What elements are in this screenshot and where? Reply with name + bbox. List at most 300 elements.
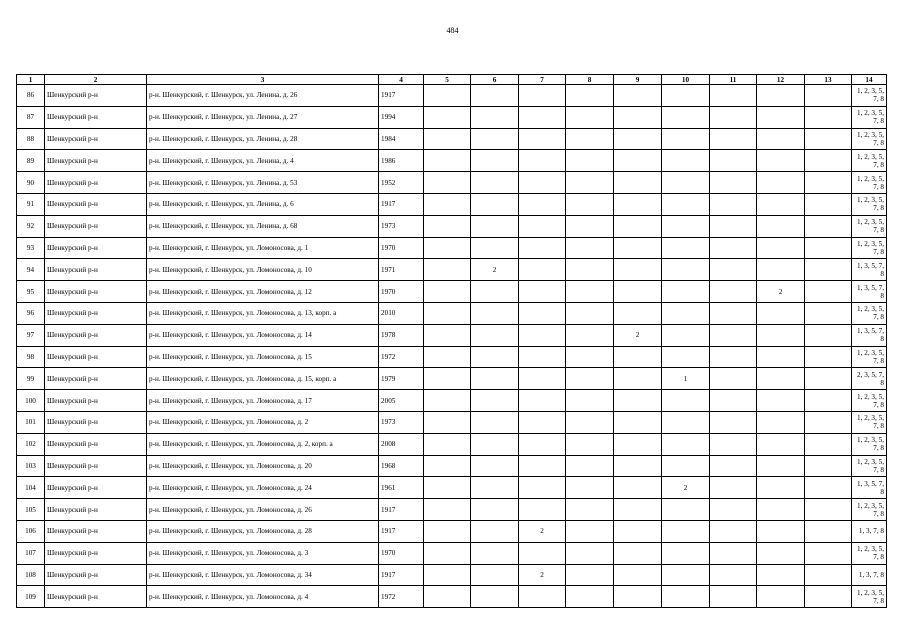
year-cell: 1979 — [379, 368, 424, 390]
value-cell — [614, 433, 662, 455]
column-header: 1 — [17, 75, 45, 85]
address-cell: р-н. Шенкурский, г. Шенкурск, ул. Ломоносова, д. 2 — [147, 411, 379, 433]
value-cell — [519, 368, 566, 390]
value-cell — [805, 324, 852, 346]
year-cell: 2005 — [379, 390, 424, 412]
value-cell — [805, 106, 852, 128]
codes-cell: 1, 3, 5, 7, 8 — [852, 259, 887, 281]
value-cell — [805, 346, 852, 368]
value-cell — [424, 411, 471, 433]
value-cell — [424, 106, 471, 128]
address-cell: р-н. Шенкурский, г. Шенкурск, ул. Ленина, д. 53 — [147, 172, 379, 194]
row-number-cell: 87 — [17, 106, 45, 128]
value-cell — [424, 564, 471, 586]
row-number-cell: 95 — [17, 281, 45, 303]
value-cell — [424, 172, 471, 194]
table-row — [17, 237, 887, 259]
value-cell — [614, 281, 662, 303]
value-cell — [805, 542, 852, 564]
value-cell — [519, 128, 566, 150]
value-cell — [614, 302, 662, 324]
column-header: 14 — [852, 75, 887, 85]
row-number-cell: 99 — [17, 368, 45, 390]
value-cell — [710, 411, 757, 433]
address-cell: р-н. Шенкурский, г. Шенкурск, ул. Ломоносова, д. 17 — [147, 390, 379, 412]
year-cell: 1986 — [379, 150, 424, 172]
value-cell — [757, 455, 805, 477]
column-header: 7 — [519, 75, 566, 85]
table-row — [17, 477, 887, 499]
value-cell — [614, 390, 662, 412]
value-cell — [519, 237, 566, 259]
codes-cell: 1, 2, 3, 5, 7, 8 — [852, 586, 887, 608]
value-cell — [471, 215, 519, 237]
value-cell — [662, 281, 710, 303]
value-cell — [662, 128, 710, 150]
year-cell: 1971 — [379, 259, 424, 281]
value-cell — [614, 215, 662, 237]
value-cell — [566, 193, 614, 215]
column-header: 8 — [566, 75, 614, 85]
value-cell — [805, 455, 852, 477]
column-header: 5 — [424, 75, 471, 85]
row-number-cell: 101 — [17, 411, 45, 433]
value-cell — [471, 564, 519, 586]
value-cell — [805, 150, 852, 172]
value-cell — [614, 172, 662, 194]
address-cell: р-н. Шенкурский, г. Шенкурск, ул. Ломоносова, д. 10 — [147, 259, 379, 281]
value-cell — [614, 128, 662, 150]
district-cell: Шенкурский р-н — [45, 542, 147, 564]
address-cell: р-н. Шенкурский, г. Шенкурск, ул. Ломоносова, д. 13, корп. а — [147, 302, 379, 324]
value-cell — [519, 193, 566, 215]
value-cell — [662, 215, 710, 237]
value-cell — [614, 259, 662, 281]
value-cell — [757, 411, 805, 433]
row-number-cell: 103 — [17, 455, 45, 477]
table-row — [17, 390, 887, 412]
table-row — [17, 564, 887, 586]
table-row — [17, 302, 887, 324]
value-cell — [471, 172, 519, 194]
year-cell: 1972 — [379, 586, 424, 608]
value-cell — [757, 542, 805, 564]
value-cell — [662, 455, 710, 477]
value-cell — [519, 499, 566, 521]
value-cell — [614, 499, 662, 521]
district-cell: Шенкурский р-н — [45, 455, 147, 477]
codes-cell: 1, 2, 3, 5, 7, 8 — [852, 237, 887, 259]
value-cell — [471, 237, 519, 259]
value-cell — [805, 433, 852, 455]
value-cell — [566, 564, 614, 586]
value-cell — [519, 259, 566, 281]
value-cell — [424, 150, 471, 172]
district-cell: Шенкурский р-н — [45, 564, 147, 586]
value-cell — [662, 85, 710, 107]
address-cell: р-н. Шенкурский, г. Шенкурск, ул. Ленина, д. 27 — [147, 106, 379, 128]
value-cell — [662, 193, 710, 215]
value-cell — [757, 324, 805, 346]
value-cell — [614, 542, 662, 564]
header-row — [17, 75, 887, 85]
address-cell: р-н. Шенкурский, г. Шенкурск, ул. Ленина, д. 68 — [147, 215, 379, 237]
value-cell — [424, 259, 471, 281]
table-row — [17, 499, 887, 521]
table-row — [17, 411, 887, 433]
row-number-cell: 93 — [17, 237, 45, 259]
codes-cell: 1, 2, 3, 5, 7, 8 — [852, 128, 887, 150]
value-cell — [471, 150, 519, 172]
codes-cell: 1, 3, 5, 7, 8 — [852, 477, 887, 499]
district-cell: Шенкурский р-н — [45, 433, 147, 455]
codes-cell: 2, 3, 5, 7, 8 — [852, 368, 887, 390]
address-cell: р-н. Шенкурский, г. Шенкурск, ул. Ленина, д. 28 — [147, 128, 379, 150]
district-cell: Шенкурский р-н — [45, 390, 147, 412]
table-row — [17, 215, 887, 237]
value-cell — [519, 150, 566, 172]
table-body — [17, 85, 887, 608]
value-cell — [424, 128, 471, 150]
year-cell: 1984 — [379, 128, 424, 150]
value-cell — [471, 477, 519, 499]
value-cell — [471, 433, 519, 455]
value-cell — [519, 324, 566, 346]
value-cell — [805, 499, 852, 521]
value-cell — [614, 106, 662, 128]
value-cell — [566, 390, 614, 412]
column-header: 12 — [757, 75, 805, 85]
value-cell — [710, 564, 757, 586]
district-cell: Шенкурский р-н — [45, 477, 147, 499]
value-cell: 2 — [519, 520, 566, 542]
district-cell: Шенкурский р-н — [45, 128, 147, 150]
value-cell — [710, 542, 757, 564]
value-cell — [662, 237, 710, 259]
district-cell: Шенкурский р-н — [45, 324, 147, 346]
address-cell: р-н. Шенкурский, г. Шенкурск, ул. Ломоносова, д. 24 — [147, 477, 379, 499]
column-header: 13 — [805, 75, 852, 85]
value-cell — [424, 237, 471, 259]
value-cell — [757, 368, 805, 390]
value-cell — [757, 520, 805, 542]
value-cell — [424, 433, 471, 455]
district-cell: Шенкурский р-н — [45, 368, 147, 390]
value-cell — [805, 302, 852, 324]
value-cell — [805, 368, 852, 390]
value-cell — [805, 259, 852, 281]
codes-cell: 1, 2, 3, 5, 7, 8 — [852, 346, 887, 368]
value-cell — [471, 411, 519, 433]
value-cell — [662, 520, 710, 542]
row-number-cell: 102 — [17, 433, 45, 455]
year-cell: 1973 — [379, 215, 424, 237]
address-cell: р-н. Шенкурский, г. Шенкурск, ул. Ленина, д. 6 — [147, 193, 379, 215]
value-cell — [614, 586, 662, 608]
value-cell: 2 — [519, 564, 566, 586]
value-cell — [710, 85, 757, 107]
value-cell — [471, 193, 519, 215]
year-cell: 1970 — [379, 542, 424, 564]
value-cell — [519, 346, 566, 368]
value-cell — [757, 564, 805, 586]
value-cell — [710, 390, 757, 412]
value-cell — [662, 324, 710, 346]
value-cell — [805, 586, 852, 608]
year-cell: 1994 — [379, 106, 424, 128]
address-cell: р-н. Шенкурский, г. Шенкурск, ул. Ломоносова, д. 28 — [147, 520, 379, 542]
value-cell — [710, 477, 757, 499]
value-cell — [471, 586, 519, 608]
row-number-cell: 108 — [17, 564, 45, 586]
value-cell — [566, 281, 614, 303]
value-cell — [424, 477, 471, 499]
table-row — [17, 433, 887, 455]
value-cell — [471, 106, 519, 128]
value-cell — [471, 85, 519, 107]
value-cell — [805, 215, 852, 237]
value-cell — [710, 499, 757, 521]
value-cell — [710, 106, 757, 128]
district-cell: Шенкурский р-н — [45, 259, 147, 281]
value-cell — [614, 520, 662, 542]
value-cell — [757, 499, 805, 521]
year-cell: 1917 — [379, 85, 424, 107]
value-cell — [471, 368, 519, 390]
table-row — [17, 150, 887, 172]
value-cell — [757, 259, 805, 281]
value-cell — [424, 586, 471, 608]
value-cell — [614, 150, 662, 172]
row-number-cell: 91 — [17, 193, 45, 215]
value-cell — [710, 215, 757, 237]
value-cell — [805, 85, 852, 107]
value-cell — [566, 411, 614, 433]
year-cell: 1952 — [379, 172, 424, 194]
value-cell — [424, 324, 471, 346]
value-cell — [519, 411, 566, 433]
table-row — [17, 455, 887, 477]
value-cell — [519, 281, 566, 303]
value-cell — [757, 433, 805, 455]
value-cell — [757, 172, 805, 194]
value-cell — [614, 85, 662, 107]
value-cell — [519, 586, 566, 608]
value-cell — [471, 542, 519, 564]
value-cell — [614, 193, 662, 215]
row-number-cell: 86 — [17, 85, 45, 107]
codes-cell: 1, 2, 3, 5, 7, 8 — [852, 390, 887, 412]
year-cell: 2008 — [379, 433, 424, 455]
value-cell — [519, 477, 566, 499]
value-cell — [471, 390, 519, 412]
table-row — [17, 172, 887, 194]
value-cell — [566, 433, 614, 455]
value-cell — [710, 281, 757, 303]
value-cell — [710, 302, 757, 324]
value-cell — [566, 85, 614, 107]
row-number-cell: 97 — [17, 324, 45, 346]
value-cell — [662, 411, 710, 433]
value-cell — [519, 390, 566, 412]
codes-cell: 1, 3, 5, 7, 8 — [852, 324, 887, 346]
value-cell — [710, 237, 757, 259]
codes-cell: 1, 2, 3, 5, 7, 8 — [852, 411, 887, 433]
year-cell: 1917 — [379, 564, 424, 586]
value-cell — [519, 215, 566, 237]
value-cell — [757, 390, 805, 412]
table-row — [17, 542, 887, 564]
codes-cell: 1, 2, 3, 5, 7, 8 — [852, 193, 887, 215]
value-cell — [614, 237, 662, 259]
value-cell — [662, 150, 710, 172]
value-cell — [471, 281, 519, 303]
value-cell — [471, 324, 519, 346]
address-cell: р-н. Шенкурский, г. Шенкурск, ул. Ломоносова, д. 1 — [147, 237, 379, 259]
value-cell — [424, 499, 471, 521]
value-cell — [614, 346, 662, 368]
address-cell: р-н. Шенкурский, г. Шенкурск, ул. Ломоносова, д. 15, корп. а — [147, 368, 379, 390]
value-cell — [710, 586, 757, 608]
row-number-cell: 88 — [17, 128, 45, 150]
value-cell — [424, 193, 471, 215]
table-row — [17, 85, 887, 107]
district-cell: Шенкурский р-н — [45, 85, 147, 107]
value-cell — [471, 520, 519, 542]
address-cell: р-н. Шенкурский, г. Шенкурск, ул. Ломоносова, д. 26 — [147, 499, 379, 521]
value-cell — [710, 520, 757, 542]
value-cell — [566, 368, 614, 390]
value-cell — [614, 477, 662, 499]
row-number-cell: 96 — [17, 302, 45, 324]
value-cell — [424, 368, 471, 390]
value-cell — [566, 150, 614, 172]
value-cell — [566, 477, 614, 499]
column-header: 3 — [147, 75, 379, 85]
row-number-cell: 105 — [17, 499, 45, 521]
column-header: 10 — [662, 75, 710, 85]
value-cell — [424, 346, 471, 368]
value-cell — [805, 520, 852, 542]
value-cell — [424, 542, 471, 564]
codes-cell: 1, 2, 3, 5, 7, 8 — [852, 150, 887, 172]
row-number-cell: 92 — [17, 215, 45, 237]
table-row — [17, 281, 887, 303]
row-number-cell: 98 — [17, 346, 45, 368]
value-cell — [424, 390, 471, 412]
row-number-cell: 90 — [17, 172, 45, 194]
district-cell: Шенкурский р-н — [45, 172, 147, 194]
value-cell — [662, 542, 710, 564]
value-cell — [566, 172, 614, 194]
row-number-cell: 107 — [17, 542, 45, 564]
value-cell — [424, 520, 471, 542]
codes-cell: 1, 2, 3, 5, 7, 8 — [852, 542, 887, 564]
value-cell — [566, 586, 614, 608]
value-cell — [757, 150, 805, 172]
table-row — [17, 128, 887, 150]
value-cell — [566, 499, 614, 521]
value-cell — [805, 237, 852, 259]
value-cell — [710, 455, 757, 477]
address-cell: р-н. Шенкурский, г. Шенкурск, ул. Ленина, д. 4 — [147, 150, 379, 172]
value-cell — [662, 302, 710, 324]
value-cell — [424, 215, 471, 237]
year-cell: 1970 — [379, 281, 424, 303]
value-cell — [519, 302, 566, 324]
table-row — [17, 520, 887, 542]
value-cell — [710, 172, 757, 194]
value-cell — [662, 346, 710, 368]
value-cell — [805, 193, 852, 215]
value-cell: 2 — [614, 324, 662, 346]
value-cell — [662, 433, 710, 455]
district-cell: Шенкурский р-н — [45, 346, 147, 368]
column-header: 4 — [379, 75, 424, 85]
address-cell: р-н. Шенкурский, г. Шенкурск, ул. Ломоносова, д. 14 — [147, 324, 379, 346]
value-cell — [471, 455, 519, 477]
value-cell — [662, 586, 710, 608]
value-cell — [566, 215, 614, 237]
codes-cell: 1, 3, 7, 8 — [852, 520, 887, 542]
value-cell — [805, 477, 852, 499]
value-cell — [710, 128, 757, 150]
year-cell: 2010 — [379, 302, 424, 324]
year-cell: 1972 — [379, 346, 424, 368]
district-cell: Шенкурский р-н — [45, 520, 147, 542]
value-cell — [710, 368, 757, 390]
value-cell — [614, 411, 662, 433]
value-cell — [710, 193, 757, 215]
year-cell: 1917 — [379, 193, 424, 215]
value-cell — [566, 128, 614, 150]
district-cell: Шенкурский р-н — [45, 411, 147, 433]
codes-cell: 1, 2, 3, 5, 7, 8 — [852, 499, 887, 521]
table-row — [17, 346, 887, 368]
value-cell — [566, 302, 614, 324]
codes-cell: 1, 2, 3, 5, 7, 8 — [852, 302, 887, 324]
year-cell: 1970 — [379, 237, 424, 259]
value-cell — [519, 455, 566, 477]
table-row — [17, 368, 887, 390]
address-cell: р-н. Шенкурский, г. Шенкурск, ул. Ломоносова, д. 15 — [147, 346, 379, 368]
district-cell: Шенкурский р-н — [45, 281, 147, 303]
value-cell — [805, 172, 852, 194]
value-cell — [614, 455, 662, 477]
value-cell — [710, 346, 757, 368]
value-cell — [566, 259, 614, 281]
table-row — [17, 586, 887, 608]
value-cell — [757, 106, 805, 128]
row-number-cell: 106 — [17, 520, 45, 542]
value-cell — [662, 106, 710, 128]
value-cell — [519, 542, 566, 564]
value-cell: 1 — [662, 368, 710, 390]
codes-cell: 1, 2, 3, 5, 7, 8 — [852, 85, 887, 107]
address-cell: р-н. Шенкурский, г. Шенкурск, ул. Ломоносова, д. 12 — [147, 281, 379, 303]
value-cell — [566, 542, 614, 564]
codes-cell: 1, 2, 3, 5, 7, 8 — [852, 433, 887, 455]
year-cell: 1968 — [379, 455, 424, 477]
value-cell — [662, 564, 710, 586]
district-cell: Шенкурский р-н — [45, 106, 147, 128]
column-header: 6 — [471, 75, 519, 85]
row-number-cell: 100 — [17, 390, 45, 412]
value-cell — [757, 85, 805, 107]
district-cell: Шенкурский р-н — [45, 193, 147, 215]
value-cell — [805, 411, 852, 433]
address-cell: р-н. Шенкурский, г. Шенкурск, ул. Ломоносова, д. 34 — [147, 564, 379, 586]
